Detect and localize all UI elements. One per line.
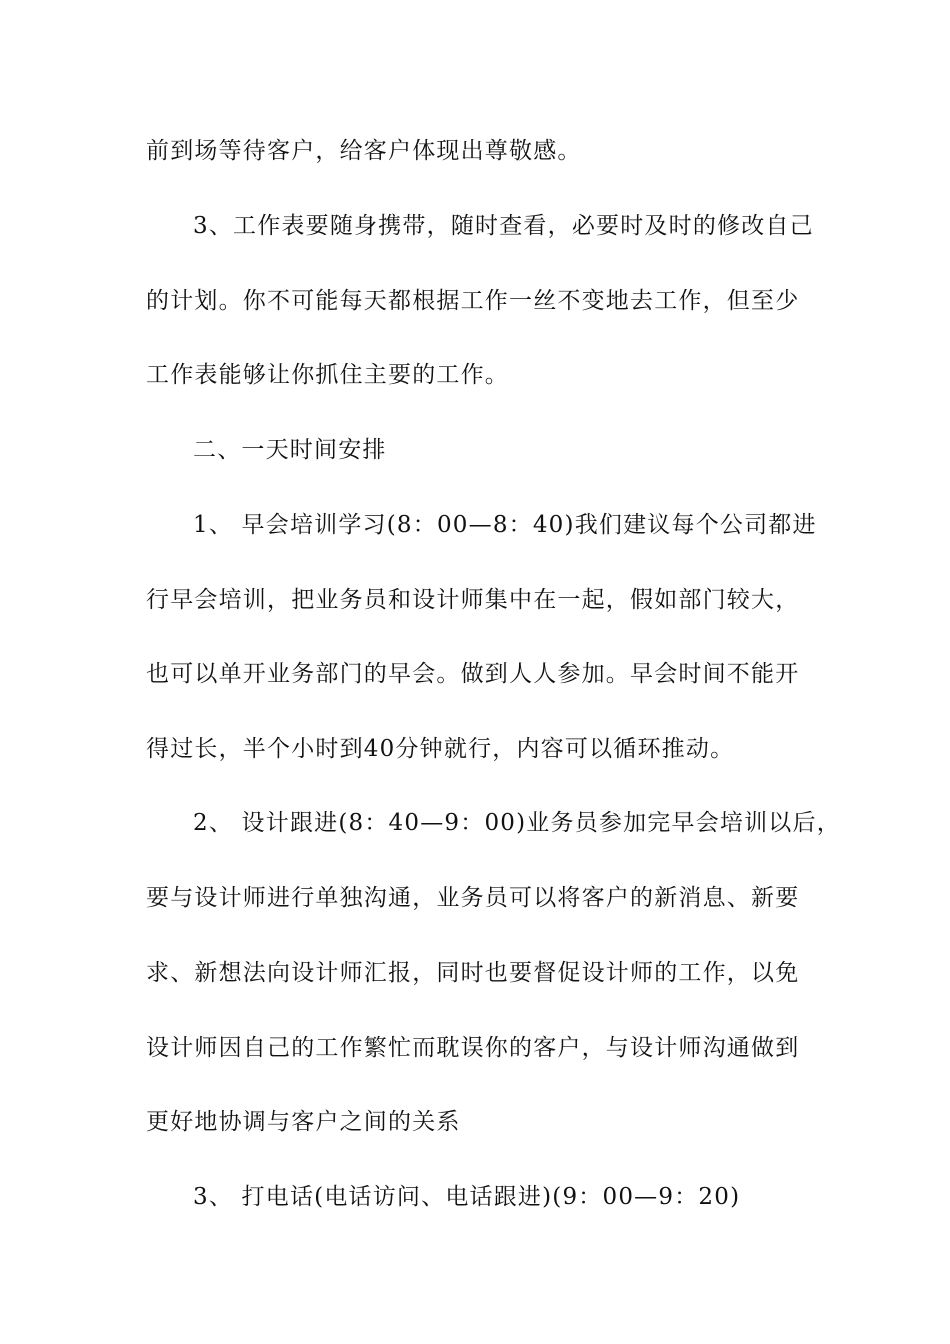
section-heading: 二、一天时间安排	[193, 437, 387, 463]
text-line: 3、 打电话(电话访问、电话跟进)(9：00—9：20)	[193, 1184, 741, 1210]
text-line: 的计划。你不可能每天都根据工作一丝不变地去工作，但至少	[146, 288, 800, 314]
text-line: 行早会培训，把业务员和设计师集中在一起，假如部门较大，	[146, 587, 800, 613]
text-line: 也可以单开业务部门的早会。做到人人参加。早会时间不能开	[146, 661, 800, 687]
text-line: 更好地协调与客户之间的关系	[146, 1109, 461, 1135]
text-line: 前到场等待客户，给客户体现出尊敬感。	[146, 138, 582, 164]
text-line: 求、新想法向设计师汇报，同时也要督促设计师的工作，以免	[146, 960, 800, 986]
text-line: 工作表能够让你抓住主要的工作。	[146, 362, 509, 388]
text-line: 要与设计师进行单独沟通，业务员可以将客户的新消息、新要	[146, 885, 800, 911]
text-line: 得过长，半个小时到40分钟就行，内容可以循环推动。	[146, 736, 735, 762]
text-line: 3、工作表要随身携带，随时查看，必要时及时的修改自己	[193, 213, 814, 239]
text-line: 2、 设计跟进(8：40—9：00)业务员参加完早会培训以后，	[193, 810, 841, 836]
text-line: 1、 早会培训学习(8：00—8：40)我们建议每个公司都进	[193, 512, 817, 538]
text-line: 设计师因自己的工作繁忙而耽误你的客户，与设计师沟通做到	[146, 1035, 800, 1061]
